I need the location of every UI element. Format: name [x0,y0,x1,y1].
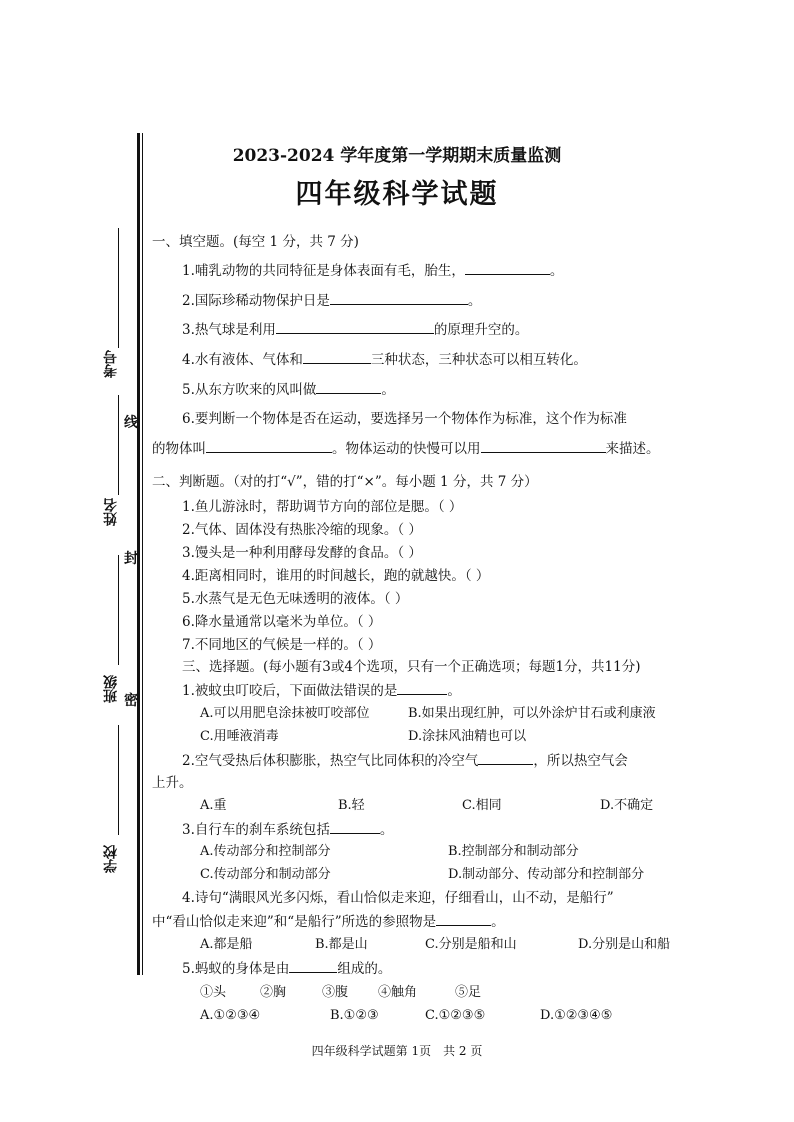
kaohao-blank-line [118,228,119,348]
q6-blank-2[interactable] [481,438,606,453]
choice-q3-option-a[interactable]: A.传动部分和控制部分 [200,844,331,859]
choice-q2-option-b[interactable]: B.轻 [338,798,365,813]
choice-q4-option-b[interactable]: B.都是山 [315,937,368,952]
q4-text: 4.水有液体、气体和 [182,352,303,368]
judge-item-2[interactable]: 2.气体、固体没有热胀冷缩的现象。（ ） [182,522,422,538]
fill-question-2 [182,290,481,311]
choice-q3-option-c[interactable]: C.传动部分和制动部分 [200,867,331,882]
choice-q1-text: 1.被蚊虫叮咬后，下面做法错误的是 [182,683,398,699]
q4-blank[interactable] [303,349,371,364]
ant-part-antenna: ④触角 [378,985,418,1000]
choice-q5-option-c[interactable]: C.①②③⑤ [425,1008,486,1023]
choice-q4-stem-line1: 4.诗句“满眼风光多闪烁，看山恰似走来迎，仔细看山，山不动，是船行” [182,890,614,906]
q5-blank[interactable] [316,379,381,394]
fill-question-4 [182,349,587,370]
choice-q4-option-c[interactable]: C.分别是船和山 [425,937,517,952]
choice-q3-option-b[interactable]: B.控制部分和制动部分 [448,844,579,859]
q4-end: 三种状态，三种状态可以相互转化。 [370,352,587,368]
choice-q1-option-c[interactable]: C.用唾液消毒 [200,729,279,744]
choice-q4-option-d[interactable]: D.分别是山和船 [578,937,671,952]
q6-middle: 。物体运动的快慢可以用 [332,441,481,457]
choice-q1-stem [182,680,461,701]
exam-subject-title: 四年级科学试题 [295,179,499,210]
section1-heading: 一、填空题。(每空 1 分，共 7 分) [152,234,359,250]
choice-q2-blank[interactable] [478,750,533,765]
judge-item-3[interactable]: 3.馒头是一种利用酵母发酵的食品。（ ） [182,545,422,561]
binding-rule-thin [142,133,143,975]
choice-q5-option-b[interactable]: B.①②③ [330,1008,379,1023]
choice-q3-end: 。 [379,822,394,838]
choice-q2-end: ，所以热空气会 [533,753,628,769]
choice-q2-option-a[interactable]: A.重 [200,798,227,813]
choice-q1-option-d[interactable]: D.涂抹风油精也可以 [408,729,527,744]
q3-end: 的原理升空的。 [433,322,529,338]
fill-question-3 [182,319,528,340]
choice-q5-stem [182,958,391,979]
choice-q1-blank[interactable] [397,680,447,695]
exam-period-title: 2023-2024 学年度第一学期期末质量监测 [232,146,562,166]
choice-q4-stem-line2 [152,911,505,932]
choice-q1-option-b[interactable]: B.如果出现红肿，可以外涂炉甘石或利康液 [408,706,656,721]
q3-text: 3.热气球是利用 [182,322,276,338]
judge-item-1[interactable]: 1.鱼儿游泳时，帮助调节方向的部位是腮。（ ） [182,499,463,515]
judge-item-6[interactable]: 6.降水量通常以毫米为单位。（ ） [182,614,382,630]
q2-text: 2.国际珍稀动物保护日是 [182,293,330,309]
ant-part-thorax: ②胸 [260,985,287,1000]
choice-q5-text: 5.蚂蚁的身体是由 [182,961,290,977]
fill-question-5 [182,379,395,400]
q1-text: 1.哺乳动物的共同特征是身体表面有毛，胎生， [182,263,465,279]
banji-label: 班级 [103,675,119,703]
fill-question-6-line2 [152,438,660,459]
xingming-blank-line [118,395,119,495]
choice-q1-option-a[interactable]: A.可以用肥皂涂抹被叮咬部位 [200,706,370,721]
q6-text: 的物体叫 [152,441,206,457]
ant-part-head: ①头 [200,985,227,1000]
q2-blank[interactable] [330,290,468,305]
q1-blank[interactable] [465,260,550,275]
section3-heading: 三、选择题。(每小题有3或4个选项，只有一个正确选项；每题1分，共11分) [182,659,641,675]
choice-q1-end: 。 [447,683,461,699]
choice-q3-text: 3.自行车的刹车系统包括 [182,822,330,838]
choice-q2-text: 2.空气受热后体积膨胀，热空气比同体积的冷空气 [182,753,479,769]
choice-q4-option-a[interactable]: A.都是船 [200,937,253,952]
choice-q2-option-d[interactable]: D.不确定 [600,798,654,813]
choice-q4-end: 。 [491,914,505,930]
choice-q3-option-d[interactable]: D.制动部分、传动部分和控制部分 [448,867,645,882]
judge-item-4[interactable]: 4.距离相同时，谁用的时间越长，跑的就越快。（ ） [182,568,490,584]
mi-label: 密 [124,693,138,709]
choice-q2-stem [182,750,628,771]
kaohao-label: 考号 [103,350,119,378]
q6-end: 来描述。 [605,441,660,457]
choice-q5-blank[interactable] [289,958,337,973]
q5-end: 。 [381,382,395,398]
page-footer: 四年级科学试题第 1页 共 2 页 [311,1044,483,1058]
judge-item-7[interactable]: 7.不同地区的气候是一样的。（ ） [182,637,382,653]
choice-q2-stem-line2: 上升。 [152,775,193,791]
choice-q3-stem [182,819,393,840]
q3-blank[interactable] [276,319,434,334]
q1-end: 。 [549,263,564,279]
q5-text: 5.从东方吹来的风叫做 [182,382,317,398]
choice-q5-end: 组成的。 [337,961,392,977]
feng-label: 封 [124,551,138,567]
choice-q5-option-a[interactable]: A.①②③④ [200,1008,261,1023]
q6-blank-1[interactable] [206,438,332,453]
fill-question-1 [182,260,563,281]
xian-label: 线 [124,415,138,431]
xuexiao-label: 学校 [103,845,119,873]
judge-item-5[interactable]: 5.水蒸气是无色无味透明的液体。（ ） [182,591,409,607]
fill-question-6-line1: 6.要判断一个物体是否在运动，要选择另一个物体作为标准，这个作为标准 [182,411,627,427]
choice-q2-option-c[interactable]: C.相同 [462,798,502,813]
q2-end: 。 [467,293,482,309]
section2-heading: 二、判断题。（对的打“√”，错的打“×”。每小题 1 分，共 7 分） [152,474,538,490]
ant-part-legs: ⑤足 [455,985,482,1000]
banji-blank-line [118,555,119,665]
xuexiao-blank-line [118,725,119,835]
choice-q3-blank[interactable] [330,819,380,834]
ant-part-abdomen: ③腹 [322,985,349,1000]
xingming-label: 姓名 [103,498,119,526]
choice-q5-option-d[interactable]: D.①②③④⑤ [540,1008,613,1023]
choice-q4-blank[interactable] [436,911,491,926]
choice-q4-text: 中“看山恰似走来迎”和“是船行”所选的参照物是 [152,914,437,930]
